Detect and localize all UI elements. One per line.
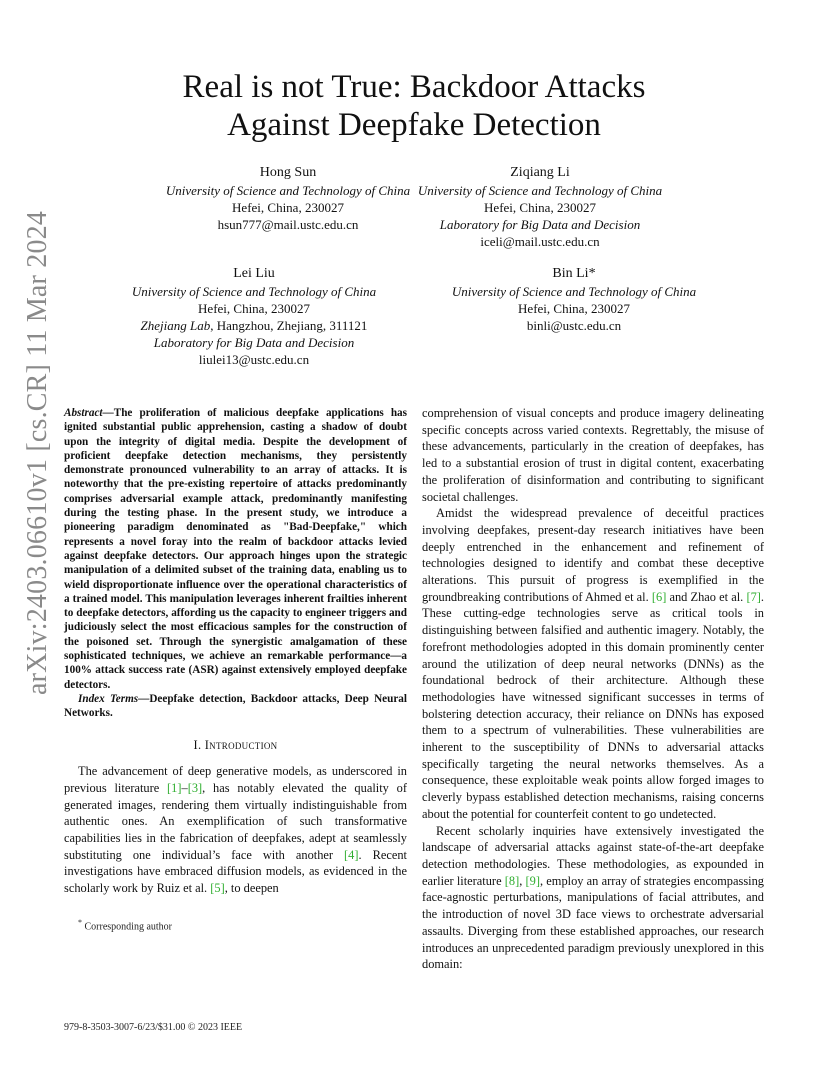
citation-link[interactable]: [9] (525, 873, 540, 888)
text-run: The advancement of deep generative models, as underscored in previous literature (64, 764, 407, 795)
text-run: . These cutting-edge technologies serve as critical tools in distinguishing between falsified and authentic imagery. Notably, the forefront methodologies adopted in this domain prominently center around the utilization of deep neural networks (DNNs) as the foundational bedrock of their architecture. Although these methodologies have witnessed significant successes in terms of bolstering detection accuracy, their reliance on DNNs has exposed them to a spectrum of vulnerabilities. These vulnerabilities are inherent to the susceptibility of DNNs to adversarial attacks specifically targeting the neural networks themselves. As a consequence, these exploitable weak points allow forged images to cleverly bypass established detection mechanisms, raising concerns about the potential for counterfeit content to go undetected. (422, 589, 764, 821)
index-terms (64, 692, 407, 721)
citation-link[interactable]: [5] (210, 881, 225, 896)
abstract (64, 406, 407, 692)
author-lab: Laboratory for Big Data and Decision (153, 335, 355, 350)
lab-name: Zhejiang Lab (140, 318, 211, 333)
citation-link[interactable]: [3] (187, 780, 203, 795)
text-run: , to deepen (224, 881, 279, 896)
author-email[interactable]: hsun777@mail.ustc.edu.cn (217, 217, 359, 232)
text-run: Recent scholarly inquiries have extensively investigated the landscape of adversarial attacks against state-of-the-art deepfake detection methodologies. These methodologies, as expounded in earlier literature (422, 823, 764, 888)
title-line-2: Against Deepfake Detection (227, 107, 601, 143)
text-run: , employ an array of strategies encompassing face-agnostic perturbations, manipulations of facial attributes, and the introduction of novel 3D face views to orchestrate adversarial assaults. Diverging from these established approaches, our research introduces an unprecedented paradigm previously unexplored in this domain: (422, 873, 764, 972)
body-paragraph (422, 505, 764, 822)
footnote-corresponding-author (78, 918, 172, 932)
lab-address: , Hangzhou, Zhejiang, 311121 (210, 318, 368, 333)
author-address: Hefei, China, 230027 (198, 301, 310, 316)
author-affiliation: University of Science and Technology of China (165, 183, 411, 198)
paper-title (0, 68, 828, 144)
left-column (64, 406, 407, 897)
author-affiliation: University of Science and Technology of China (417, 183, 663, 198)
footnote-text: Corresponding author (82, 921, 172, 933)
citation-link[interactable]: [4] (344, 847, 359, 862)
author-address: Hefei, China, 230027 (518, 301, 630, 316)
author-name: Ziqiang Li (510, 165, 570, 180)
arxiv-stamp: arXiv:2403.06610v1 [cs.CR] 11 Mar 2024 (22, 210, 53, 695)
footnote-mark: * (78, 918, 82, 927)
author-name: Bin Li* (552, 266, 596, 281)
citation-link[interactable]: [7] (746, 589, 761, 604)
author-block-4 (432, 265, 716, 334)
text-run: and Zhao et al. (666, 589, 747, 604)
citation-link[interactable]: [6] (651, 589, 667, 604)
text-run: , (519, 873, 526, 888)
abstract-text: —The proliferation of malicious deepfake applications has ignited substantial public apprehension, casting a shadow of doubt upon the integrity of digital media. Despite the development of proficient deepfake detection mechanisms, they persistently demonstrate pronounced vulnerability to an array of attacks. It is noteworthy that the pre-existing repertoire of attacks predominantly comprises adversarial example attack, predominantly manifesting during the testing phase. In the present study, we introduce a pioneering paradigm denominated as "Bad-Deepfake," which represents a novel foray into the realm of backdoor attacks levied against deepfake detectors. Our approach hinges upon the strategic manipulation of a delimited subset of the training data, enabling us to wield disproportionate influence over the operational characteristics of a trained model. This manipulation leverages inherent frailties inherent to deepfake detectors, affording us the capacity to engineer triggers and judiciously select the most efficacious samples for the construction of the poisoned set. Through the synergistic amalgamation of these sophisticated techniques, we achieve an remarkable performance—a 100% attack success rate (ASR) against extensively employed deepfake detectors. (64, 407, 407, 691)
citation-link[interactable]: [8] (504, 873, 520, 888)
section-number: I. (193, 737, 205, 752)
intro-paragraph (64, 763, 407, 897)
section-heading-introduction (64, 737, 407, 754)
author-email[interactable]: liulei13@ustc.edu.cn (198, 352, 310, 367)
continued-paragraph: comprehension of visual concepts and produce imagery delineating specific concepts across varied contexts. Regrettably, the misuse of these advancements, particularly in the creation of deepfakes, has led to a substantial erosion of trust in digital content, exacerbating the proliferation of disinformation and contributing to significant societal challenges. (422, 406, 764, 504)
author-affiliation: University of Science and Technology of China (131, 284, 377, 299)
author-block-2 (404, 164, 676, 250)
author-affiliation: University of Science and Technology of China (451, 284, 697, 299)
author-name: Lei Liu (233, 266, 275, 281)
text-run: Amidst the widespread prevalence of deceitful practices involving deepfakes, present-day research initiatives have been deeply entrenched in the enhancement and refinement of technologies designed to identify and combat these deceptive alterations. This pursuit of progress is exemplified in the groundbreaking contributions of Ahmed et al. (422, 506, 764, 604)
author-email[interactable]: iceli@mail.ustc.edu.cn (480, 234, 600, 249)
author-block-3 (108, 265, 400, 368)
text-run: – (181, 780, 188, 795)
text-run: , has notably elevated the quality of generated images, rendering them virtually indistinguishable from authentic ones. An exemplification of such transformative capabilities lies in the fabrication of deepfakes, adept at seamlessly substituting one individual’s face with another (64, 780, 407, 862)
index-terms-label: Index Terms (78, 692, 139, 705)
copyright-line: 979-8-3503-3007-6/23/$31.00 © 2023 IEEE (64, 1022, 243, 1033)
abstract-label: Abstract (64, 407, 103, 419)
author-address: Hefei, China, 230027 (484, 200, 596, 215)
author-address: Hefei, China, 230027 (232, 200, 344, 215)
index-terms-text: —Deepfake detection, Backdoor attacks, Deep Neural Networks. (64, 692, 407, 720)
body-paragraph (422, 823, 764, 973)
author-lab-secondary (108, 317, 400, 334)
citation-link[interactable]: [1] (167, 780, 182, 795)
author-email[interactable]: binli@ustc.edu.cn (526, 318, 622, 333)
title-line-1: Real is not True: Backdoor Attacks (182, 69, 646, 105)
author-lab: Laboratory for Big Data and Decision (439, 217, 641, 232)
author-name: Hong Sun (259, 165, 317, 180)
right-column (422, 405, 764, 973)
section-title: Introduction (204, 737, 278, 752)
text-run: . Recent investigations have embraced diffusion models, as evidenced in the scholarly work by Ruiz et al. (64, 847, 407, 896)
